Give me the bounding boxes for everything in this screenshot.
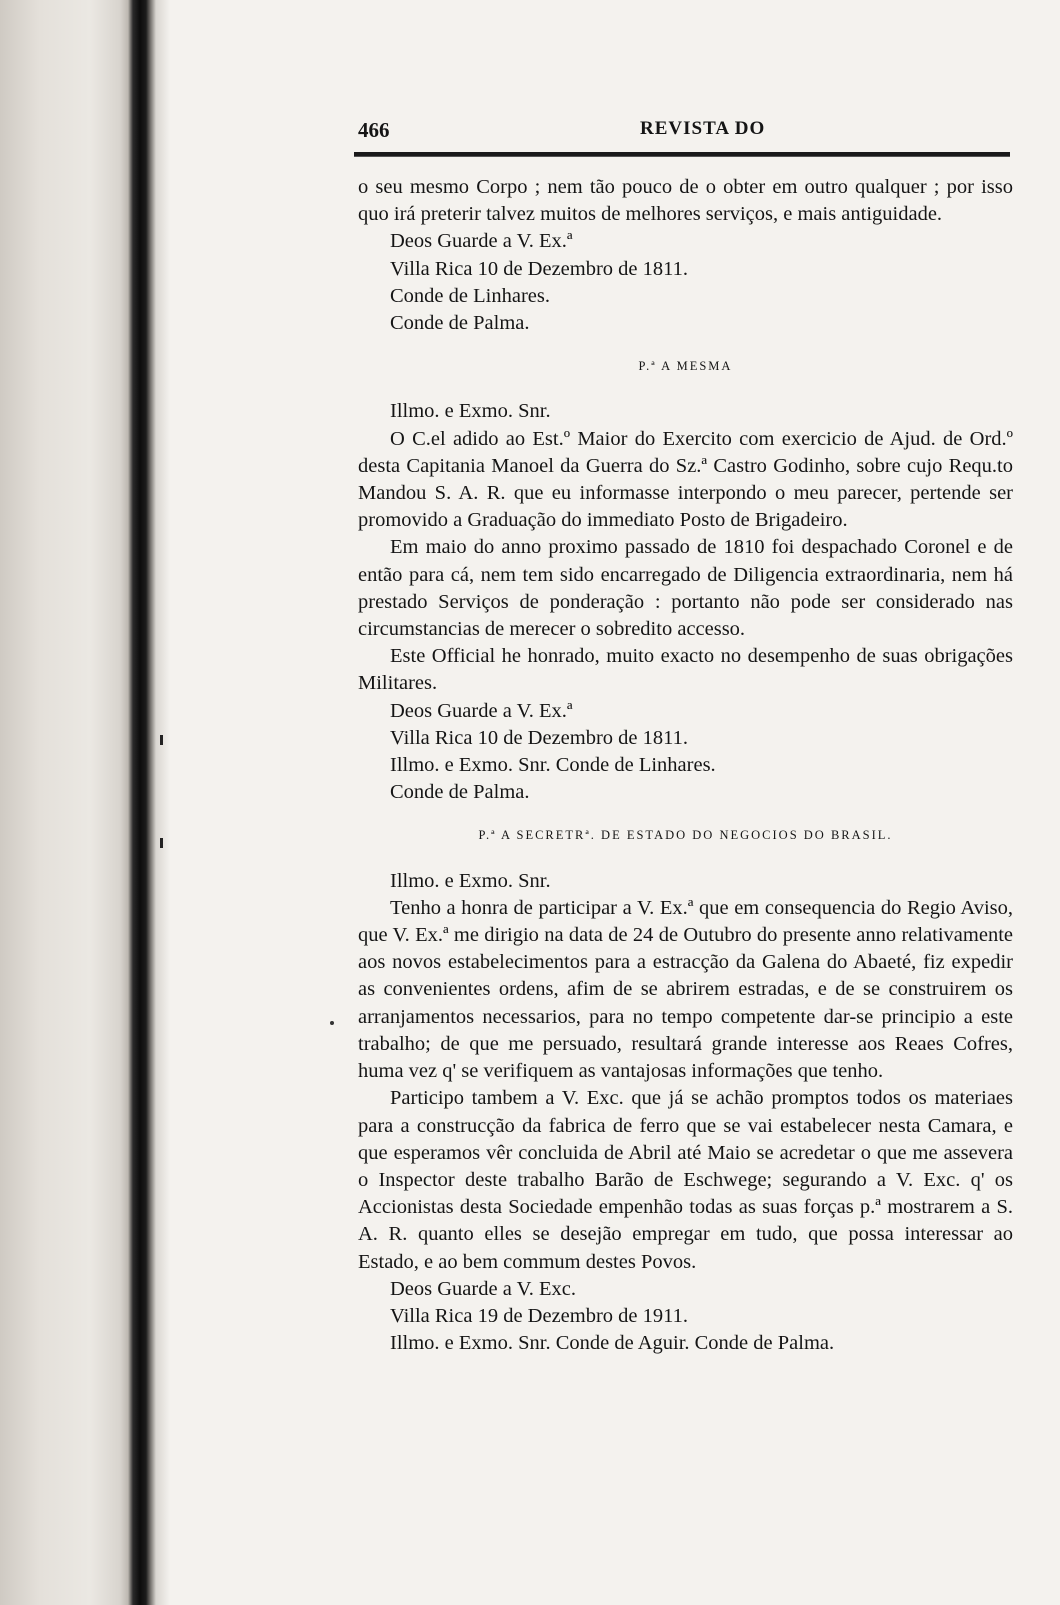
closing-place-date: Villa Rica 10 de Dezembro de 1811. (390, 726, 689, 749)
book-page (358, 108, 1020, 1355)
opening-paragraph: o seu mesmo Corpo ; nem tão pouco de o obter em outro qualquer ; por isso quo irá preterir talvez muitos de melhores serviços, e mais antiguidade. (358, 176, 1013, 226)
letter-paragraph: Em maio do anno proximo passado de 1810 foi despachado Coronel e de então para cá, nem tem sido encarregado de Diligencia extraordinaria, nem há prestado Serviços de ponderação : portanto não pode ser considerado nas circumstancias de merecer o sobredito accesso. (358, 536, 1013, 641)
header-rule (354, 152, 1010, 157)
letter-paragraph: Este Official he honrado, muito exacto no desempenho de suas obrigações Militares. (358, 645, 1013, 695)
closing-addressee-signature: Illmo. e Exmo. Snr. Conde de Aguir. Conde de Palma. (390, 1332, 835, 1355)
letter-paragraph: O C.el adido ao Est.º Maior do Exercito com exercicio de Ajud. de Ord.º desta Capitania Manoel da Guerra do Sz.ª Castro Godinho, sobre cujo Requ.to Mandou S. A. R. que eu informasse interpondo o meu parecer, pertende ser promovido a Graduação do immediato Posto de Brigadeiro. (358, 427, 1013, 532)
letter-salutation: Illmo. e Exmo. Snr. (390, 400, 551, 423)
running-head: REVISTA DO (640, 118, 766, 139)
book-binding-edge (0, 0, 170, 1605)
letter-heading: P.ª A SECRETRª. DE ESTADO DO NEGOCIOS DO BRASIL. (478, 828, 893, 843)
closing-addressee: Conde de Linhares. (390, 284, 550, 307)
closing-greeting: Deos Guarde a V. Exc. (390, 1277, 576, 1300)
page-number: 466 (358, 118, 390, 142)
letter-paragraph: Tenho a honra de participar a V. Ex.ª que em consequencia do Regio Aviso, que V. Ex.ª me dirigio na data de 24 de Outubro do presente anno relativamente aos novos estabelecimentos para a estracção da Galena do Abaeté, fiz expedir as convenientes ordens, afim de se abrirem estradas, e de se construirem os arranjamentos necessarios, para no tempo competente dar-se principio a este trabalho; de que me persuado, resultará grande interesse aos Reaes Cofres, huma vez q' se verifiquem as vantajosas informações que tenho. (358, 896, 1013, 1083)
closing-place-date: Villa Rica 19 de Dezembro de 1911. (390, 1304, 689, 1327)
closing-place-date: Villa Rica 10 de Dezembro de 1811. (390, 257, 689, 280)
closing-signature: Conde de Palma. (390, 312, 530, 335)
letter-paragraph: Participo tambem a V. Exc. que já se achão promptos todos os materiaes para a construcção da fabrica de ferro que se vai estabelecer nesta Camara, e que esperamos vêr concluida de Abril até Maio se acredetar o que me assevera o Inspector deste trabalho Barão de Eschwege; segurando a V. Exc. q' os Accionistas desta Sociedade empenhão todas as suas forças p.ª mostrarem a S. A. R. quanto elles se desejão empregar em tudo, que possa interessar ao Estado, e ao bem commum destes Povos. (358, 1087, 1013, 1273)
closing-signature: Conde de Palma. (390, 781, 530, 804)
binding-speck (160, 735, 163, 745)
closing-greeting: Deos Guarde a V. Ex.ª (390, 230, 573, 253)
closing-greeting: Deos Guarde a V. Ex.ª (390, 699, 573, 722)
letter-salutation: Illmo. e Exmo. Snr. (390, 869, 551, 892)
letter-heading: P.ª A MESMA (638, 359, 733, 374)
page-body (358, 174, 1013, 1357)
page-header (358, 108, 1020, 148)
closing-addressee: Illmo. e Exmo. Snr. Conde de Linhares. (390, 754, 716, 777)
ink-speck (330, 1021, 334, 1025)
binding-speck (160, 838, 163, 848)
